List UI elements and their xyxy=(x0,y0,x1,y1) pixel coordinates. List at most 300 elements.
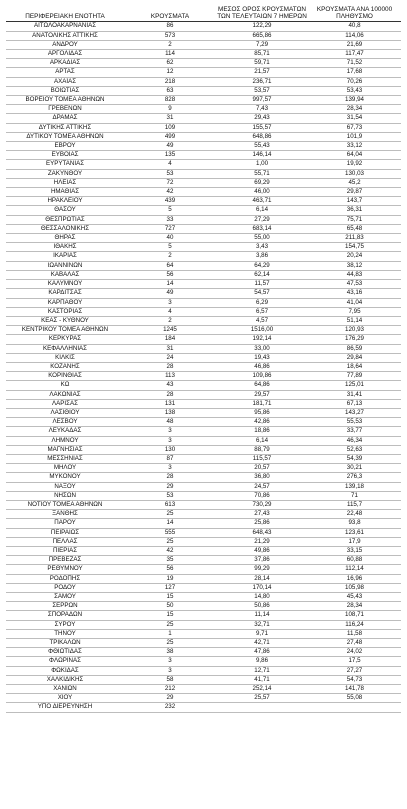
per100k-cell: 41,04 xyxy=(308,298,401,307)
cases-cell: 29 xyxy=(124,694,216,703)
table-row xyxy=(6,215,401,224)
region-cell: ΗΡΑΚΛΕΙΟΥ xyxy=(6,197,124,206)
region-cell: ΜΕΣΣΗΝΙΑΣ xyxy=(6,454,124,463)
avg7-cell: 3,43 xyxy=(216,243,308,252)
table-row xyxy=(6,427,401,436)
per100k-cell: 67,73 xyxy=(308,123,401,132)
region-cell: ΠΑΡΟΥ xyxy=(6,519,124,528)
per100k-cell: 60,88 xyxy=(308,556,401,565)
cases-cell: 35 xyxy=(124,556,216,565)
avg7-cell: 29,43 xyxy=(216,114,308,123)
per100k-cell: 139,18 xyxy=(308,482,401,491)
avg7-cell: 46,86 xyxy=(216,362,308,371)
avg7-cell: 55,00 xyxy=(216,234,308,243)
per100k-cell: 54,39 xyxy=(308,454,401,463)
cases-cell: 727 xyxy=(124,224,216,233)
per100k-cell: 11,58 xyxy=(308,629,401,638)
per100k-cell: 64,04 xyxy=(308,151,401,160)
cases-cell: 38 xyxy=(124,648,216,657)
avg7-cell: 6,57 xyxy=(216,307,308,316)
table-row xyxy=(6,648,401,657)
region-cell: ΑΡΓΟΛΙΔΑΣ xyxy=(6,50,124,59)
table-row xyxy=(6,326,401,335)
cases-cell: 28 xyxy=(124,390,216,399)
avg7-cell: 170,14 xyxy=(216,583,308,592)
per100k-cell: 139,94 xyxy=(308,96,401,105)
avg7-cell: 41,71 xyxy=(216,675,308,684)
table-row xyxy=(6,482,401,491)
region-cell: ΥΠΟ ΔΙΕΡΕΥΝΗΣΗ xyxy=(6,703,124,712)
region-cell: ΚΑΛΥΜΝΟΥ xyxy=(6,280,124,289)
region-cell: ΙΘΑΚΗΣ xyxy=(6,243,124,252)
per100k-cell: 46,34 xyxy=(308,436,401,445)
table-row xyxy=(6,362,401,371)
avg7-cell: 54,57 xyxy=(216,289,308,298)
region-cell: ΔΥΤΙΚΗΣ ΑΤΤΙΚΗΣ xyxy=(6,123,124,132)
per100k-cell: 7,95 xyxy=(308,307,401,316)
avg7-cell: 683,14 xyxy=(216,224,308,233)
avg7-cell: 85,71 xyxy=(216,50,308,59)
avg7-cell: 20,57 xyxy=(216,464,308,473)
table-row xyxy=(6,565,401,574)
table-row xyxy=(6,224,401,233)
avg7-cell: 19,43 xyxy=(216,353,308,362)
region-cell: ΤΡΙΚΑΛΩΝ xyxy=(6,639,124,648)
cases-cell: 42 xyxy=(124,188,216,197)
avg7-cell: 1516,00 xyxy=(216,326,308,335)
avg7-cell: 6,14 xyxy=(216,206,308,215)
avg7-cell: 146,14 xyxy=(216,151,308,160)
per100k-cell: 16,96 xyxy=(308,574,401,583)
region-cell: ΛΕΥΚΑΔΑΣ xyxy=(6,427,124,436)
cases-cell: 19 xyxy=(124,574,216,583)
per100k-cell xyxy=(308,703,401,712)
cases-cell: 499 xyxy=(124,132,216,141)
avg7-cell: 42,71 xyxy=(216,639,308,648)
per100k-cell: 27,27 xyxy=(308,666,401,675)
per100k-cell: 276,3 xyxy=(308,473,401,482)
region-cell: ΚΟΖΑΝΗΣ xyxy=(6,362,124,371)
region-cell: ΖΑΚΥΝΘΟΥ xyxy=(6,169,124,178)
avg7-cell: 64,86 xyxy=(216,381,308,390)
cases-cell: 56 xyxy=(124,270,216,279)
cases-cell: 135 xyxy=(124,151,216,160)
avg7-cell: 29,57 xyxy=(216,390,308,399)
per100k-cell: 108,71 xyxy=(308,611,401,620)
region-cell: ΒΟΡΕΙΟΥ ΤΟΜΕΑ ΑΘΗΝΩΝ xyxy=(6,96,124,105)
table-row xyxy=(6,390,401,399)
region-cell: ΤΗΝΟΥ xyxy=(6,629,124,638)
cases-cell: 28 xyxy=(124,473,216,482)
avg7-cell xyxy=(216,703,308,712)
region-cell: ΣΑΜΟΥ xyxy=(6,593,124,602)
region-cell: ΙΚΑΡΙΑΣ xyxy=(6,252,124,261)
table-row xyxy=(6,491,401,500)
region-cell: ΕΥΒΟΙΑΣ xyxy=(6,151,124,160)
per100k-cell: 114,06 xyxy=(308,31,401,40)
table-row xyxy=(6,399,401,408)
avg7-cell: 33,00 xyxy=(216,344,308,353)
per100k-cell: 55,53 xyxy=(308,418,401,427)
per100k-cell: 29,87 xyxy=(308,188,401,197)
cases-cell: 3 xyxy=(124,464,216,473)
region-cell: ΣΕΡΡΩΝ xyxy=(6,602,124,611)
region-cell: ΣΥΡΟΥ xyxy=(6,620,124,629)
avg7-cell: 24,57 xyxy=(216,482,308,491)
region-cell: ΚΑΡΔΙΤΣΑΣ xyxy=(6,289,124,298)
region-cell: ΦΛΩΡΙΝΑΣ xyxy=(6,657,124,666)
per100k-cell: 141,78 xyxy=(308,685,401,694)
region-cell: ΠΕΙΡΑΙΩΣ xyxy=(6,528,124,537)
per100k-cell: 67,13 xyxy=(308,399,401,408)
region-cell: ΧΑΛΚΙΔΙΚΗΣ xyxy=(6,675,124,684)
table-row xyxy=(6,270,401,279)
region-cell: ΚΕΦΑΛΛΗΝΙΑΣ xyxy=(6,344,124,353)
cases-cell: 42 xyxy=(124,546,216,555)
header-region: ΠΕΡΙΦΕΡΕΙΑΚΗ ΕΝΟΤΗΤΑ xyxy=(6,6,124,22)
per100k-cell: 21,69 xyxy=(308,40,401,49)
per100k-cell: 75,71 xyxy=(308,215,401,224)
cases-cell: 5 xyxy=(124,206,216,215)
cases-cell: 3 xyxy=(124,436,216,445)
region-cell: ΧΑΝΙΩΝ xyxy=(6,685,124,694)
table-row xyxy=(6,105,401,114)
table-row xyxy=(6,77,401,86)
table-row xyxy=(6,510,401,519)
per100k-cell: 115,7 xyxy=(308,500,401,509)
avg7-cell: 27,43 xyxy=(216,510,308,519)
avg7-cell: 4,57 xyxy=(216,316,308,325)
per100k-cell: 20,24 xyxy=(308,252,401,261)
avg7-cell: 21,29 xyxy=(216,537,308,546)
avg7-cell: 122,29 xyxy=(216,22,308,31)
avg7-cell: 53,57 xyxy=(216,86,308,95)
table-row xyxy=(6,574,401,583)
table-row xyxy=(6,178,401,187)
per100k-cell: 52,63 xyxy=(308,445,401,454)
cases-cell: 114 xyxy=(124,50,216,59)
header-row xyxy=(6,6,401,22)
table-row xyxy=(6,418,401,427)
avg7-cell: 192,14 xyxy=(216,335,308,344)
cases-cell: 53 xyxy=(124,169,216,178)
table-row xyxy=(6,160,401,169)
region-cell: ΘΗΡΑΣ xyxy=(6,234,124,243)
table-row xyxy=(6,169,401,178)
per100k-cell: 51,14 xyxy=(308,316,401,325)
per100k-cell: 28,34 xyxy=(308,105,401,114)
table-row xyxy=(6,372,401,381)
cases-cell: 232 xyxy=(124,703,216,712)
per100k-cell: 47,53 xyxy=(308,280,401,289)
cases-cell: 138 xyxy=(124,408,216,417)
cases-cell: 439 xyxy=(124,197,216,206)
table-row xyxy=(6,344,401,353)
region-cell: ΛΑΚΩΝΙΑΣ xyxy=(6,390,124,399)
per100k-cell: 17,9 xyxy=(308,537,401,546)
avg7-cell: 36,80 xyxy=(216,473,308,482)
cases-cell: 828 xyxy=(124,96,216,105)
table-row xyxy=(6,188,401,197)
table-row xyxy=(6,40,401,49)
cases-cell: 218 xyxy=(124,77,216,86)
region-cell: ΜΑΓΝΗΣΙΑΣ xyxy=(6,445,124,454)
per100k-cell: 17,5 xyxy=(308,657,401,666)
avg7-cell: 62,14 xyxy=(216,270,308,279)
cases-cell: 25 xyxy=(124,537,216,546)
avg7-cell: 9,86 xyxy=(216,657,308,666)
table-row xyxy=(6,68,401,77)
cases-cell: 43 xyxy=(124,381,216,390)
region-cell: ΡΟΔΟΠΗΣ xyxy=(6,574,124,583)
cases-cell: 4 xyxy=(124,160,216,169)
region-cell: ΔΡΑΜΑΣ xyxy=(6,114,124,123)
avg7-cell: 181,71 xyxy=(216,399,308,408)
cases-cell: 1245 xyxy=(124,326,216,335)
cases-cell: 613 xyxy=(124,500,216,509)
per100k-cell: 55,08 xyxy=(308,694,401,703)
table-row xyxy=(6,436,401,445)
table-row xyxy=(6,454,401,463)
cases-cell: 49 xyxy=(124,289,216,298)
per100k-cell: 24,02 xyxy=(308,648,401,657)
region-cell: ΠΙΕΡΙΑΣ xyxy=(6,546,124,555)
per100k-cell: 53,43 xyxy=(308,86,401,95)
avg7-cell: 25,57 xyxy=(216,694,308,703)
table-row xyxy=(6,335,401,344)
cases-cell: 127 xyxy=(124,583,216,592)
region-cell: ΛΑΣΙΘΙΟΥ xyxy=(6,408,124,417)
region-cell: ΡΕΘΥΜΝΟΥ xyxy=(6,565,124,574)
cases-cell: 33 xyxy=(124,215,216,224)
region-cell: ΓΡΕΒΕΝΩΝ xyxy=(6,105,124,114)
avg7-cell: 14,80 xyxy=(216,593,308,602)
per100k-cell: 125,01 xyxy=(308,381,401,390)
avg7-cell: 12,71 xyxy=(216,666,308,675)
per100k-cell: 120,93 xyxy=(308,326,401,335)
region-cell: ΑΡΤΑΣ xyxy=(6,68,124,77)
table-row xyxy=(6,473,401,482)
per100k-cell: 28,34 xyxy=(308,602,401,611)
per100k-cell: 40,8 xyxy=(308,22,401,31)
cases-cell: 48 xyxy=(124,418,216,427)
table-row xyxy=(6,132,401,141)
per100k-cell: 29,84 xyxy=(308,353,401,362)
avg7-cell: 236,71 xyxy=(216,77,308,86)
region-cell: ΑΝΔΡΟΥ xyxy=(6,40,124,49)
cases-cell: 212 xyxy=(124,685,216,694)
region-cell: ΦΩΚΙΔΑΣ xyxy=(6,666,124,675)
per100k-cell: 33,77 xyxy=(308,427,401,436)
cases-cell: 25 xyxy=(124,639,216,648)
table-row xyxy=(6,464,401,473)
avg7-cell: 59,71 xyxy=(216,59,308,68)
table-row xyxy=(6,142,401,151)
per100k-cell: 101,9 xyxy=(308,132,401,141)
per100k-cell: 17,68 xyxy=(308,68,401,77)
avg7-cell: 109,86 xyxy=(216,372,308,381)
per100k-cell: 143,27 xyxy=(308,408,401,417)
avg7-cell: 7,43 xyxy=(216,105,308,114)
table-row xyxy=(6,114,401,123)
avg7-cell: 115,57 xyxy=(216,454,308,463)
region-cell: ΚΕΡΚΥΡΑΣ xyxy=(6,335,124,344)
avg7-cell: 21,57 xyxy=(216,68,308,77)
per100k-cell: 105,98 xyxy=(308,583,401,592)
cases-cell: 63 xyxy=(124,86,216,95)
per100k-cell: 117,47 xyxy=(308,50,401,59)
table-row xyxy=(6,694,401,703)
per100k-cell: 71 xyxy=(308,491,401,500)
avg7-cell: 99,29 xyxy=(216,565,308,574)
per100k-cell: 86,59 xyxy=(308,344,401,353)
region-cell: ΧΙΟΥ xyxy=(6,694,124,703)
per100k-cell: 211,83 xyxy=(308,234,401,243)
cases-cell: 25 xyxy=(124,620,216,629)
cases-cell: 53 xyxy=(124,491,216,500)
table-row xyxy=(6,666,401,675)
table-row xyxy=(6,234,401,243)
avg7-cell: 70,86 xyxy=(216,491,308,500)
avg7-cell: 28,14 xyxy=(216,574,308,583)
avg7-cell: 88,79 xyxy=(216,445,308,454)
region-cell: ΦΘΙΩΤΙΔΑΣ xyxy=(6,648,124,657)
region-cell: ΒΟΙΩΤΙΑΣ xyxy=(6,86,124,95)
table-body xyxy=(6,22,401,712)
cases-cell: 2 xyxy=(124,252,216,261)
cases-cell: 9 xyxy=(124,105,216,114)
table-row xyxy=(6,657,401,666)
cases-cell: 14 xyxy=(124,519,216,528)
per100k-cell: 116,24 xyxy=(308,620,401,629)
cases-cell: 184 xyxy=(124,335,216,344)
per100k-cell: 71,52 xyxy=(308,59,401,68)
region-cell: ΔΥΤΙΚΟΥ ΤΟΜΕΑ ΑΘΗΝΩΝ xyxy=(6,132,124,141)
avg7-cell: 463,71 xyxy=(216,197,308,206)
region-cell: ΡΟΔΟΥ xyxy=(6,583,124,592)
cases-cell: 31 xyxy=(124,344,216,353)
region-cell: ΗΜΑΘΙΑΣ xyxy=(6,188,124,197)
avg7-cell: 47,86 xyxy=(216,648,308,657)
avg7-cell: 6,14 xyxy=(216,436,308,445)
per100k-cell: 31,41 xyxy=(308,390,401,399)
cases-cell: 12 xyxy=(124,68,216,77)
header-avg7: ΜΕΣΟΣ ΟΡΟΣ ΚΡΟΥΣΜΑΤΩΝ ΤΩΝ ΤΕΛΕΥΤΑΙΩΝ 7 ΗΜΕΡΩΝ xyxy=(217,6,307,21)
per100k-cell: 123,61 xyxy=(308,528,401,537)
per100k-cell: 36,31 xyxy=(308,206,401,215)
table-row xyxy=(6,252,401,261)
table-row xyxy=(6,537,401,546)
region-cell: ΘΑΣΟΥ xyxy=(6,206,124,215)
table-row xyxy=(6,123,401,132)
cases-cell: 573 xyxy=(124,31,216,40)
region-cell: ΣΠΟΡΑΔΩΝ xyxy=(6,611,124,620)
avg7-cell: 155,57 xyxy=(216,123,308,132)
table-row xyxy=(6,703,401,712)
avg7-cell: 55,43 xyxy=(216,142,308,151)
region-cell: ΜΗΛΟΥ xyxy=(6,464,124,473)
avg7-cell: 64,29 xyxy=(216,261,308,270)
cases-cell: 555 xyxy=(124,528,216,537)
avg7-cell: 32,71 xyxy=(216,620,308,629)
cases-cell: 86 xyxy=(124,22,216,31)
region-cell: ΚΕΝΤΡΙΚΟΥ ΤΟΜΕΑ ΑΘΗΝΩΝ xyxy=(6,326,124,335)
table-row xyxy=(6,289,401,298)
cases-cell: 49 xyxy=(124,142,216,151)
cases-cell: 3 xyxy=(124,657,216,666)
per100k-cell: 19,92 xyxy=(308,160,401,169)
table-row xyxy=(6,611,401,620)
table-row xyxy=(6,593,401,602)
region-cell: ΑΧΑΪΑΣ xyxy=(6,77,124,86)
cases-cell: 2 xyxy=(124,40,216,49)
per100k-cell: 45,43 xyxy=(308,593,401,602)
region-cell: ΘΕΣΣΑΛΟΝΙΚΗΣ xyxy=(6,224,124,233)
per100k-cell: 154,75 xyxy=(308,243,401,252)
region-cell: ΗΛΕΙΑΣ xyxy=(6,178,124,187)
region-cell: ΑΙΤΩΛΟΑΚΑΡΝΑΝΙΑΣ xyxy=(6,22,124,31)
region-cell: ΝΗΣΩΝ xyxy=(6,491,124,500)
per100k-cell: 54,73 xyxy=(308,675,401,684)
table-row xyxy=(6,86,401,95)
cases-cell: 3 xyxy=(124,666,216,675)
cases-cell: 14 xyxy=(124,280,216,289)
table-row xyxy=(6,50,401,59)
table-row xyxy=(6,620,401,629)
avg7-cell: 648,86 xyxy=(216,132,308,141)
region-cell: ΘΕΣΠΡΩΤΙΑΣ xyxy=(6,215,124,224)
region-cell: ΜΥΚΟΝΟΥ xyxy=(6,473,124,482)
avg7-cell: 49,86 xyxy=(216,546,308,555)
region-cell: ΚΑΣΤΟΡΙΑΣ xyxy=(6,307,124,316)
table-row xyxy=(6,353,401,362)
per100k-cell: 93,8 xyxy=(308,519,401,528)
table-row xyxy=(6,675,401,684)
per100k-cell: 22,48 xyxy=(308,510,401,519)
table-row xyxy=(6,639,401,648)
table-row xyxy=(6,685,401,694)
avg7-cell: 9,71 xyxy=(216,629,308,638)
table-row xyxy=(6,408,401,417)
table-row xyxy=(6,96,401,105)
cases-cell: 58 xyxy=(124,675,216,684)
table-row xyxy=(6,280,401,289)
cases-cell: 131 xyxy=(124,399,216,408)
cases-cell: 28 xyxy=(124,362,216,371)
cases-cell: 64 xyxy=(124,261,216,270)
cases-cell: 3 xyxy=(124,298,216,307)
per100k-cell: 176,29 xyxy=(308,335,401,344)
table-header xyxy=(6,6,401,22)
per100k-cell: 77,89 xyxy=(308,372,401,381)
per100k-cell: 33,15 xyxy=(308,546,401,555)
table-row xyxy=(6,307,401,316)
avg7-cell: 3,86 xyxy=(216,252,308,261)
avg7-cell: 6,29 xyxy=(216,298,308,307)
table-row xyxy=(6,445,401,454)
avg7-cell: 37,86 xyxy=(216,556,308,565)
avg7-cell: 997,57 xyxy=(216,96,308,105)
cases-cell: 109 xyxy=(124,123,216,132)
cases-cell: 3 xyxy=(124,427,216,436)
table-row xyxy=(6,546,401,555)
per100k-cell: 33,12 xyxy=(308,142,401,151)
avg7-cell: 665,86 xyxy=(216,31,308,40)
region-cell: ΠΕΛΛΑΣ xyxy=(6,537,124,546)
cases-cell: 24 xyxy=(124,353,216,362)
cases-cell: 29 xyxy=(124,482,216,491)
per100k-cell: 112,14 xyxy=(308,565,401,574)
